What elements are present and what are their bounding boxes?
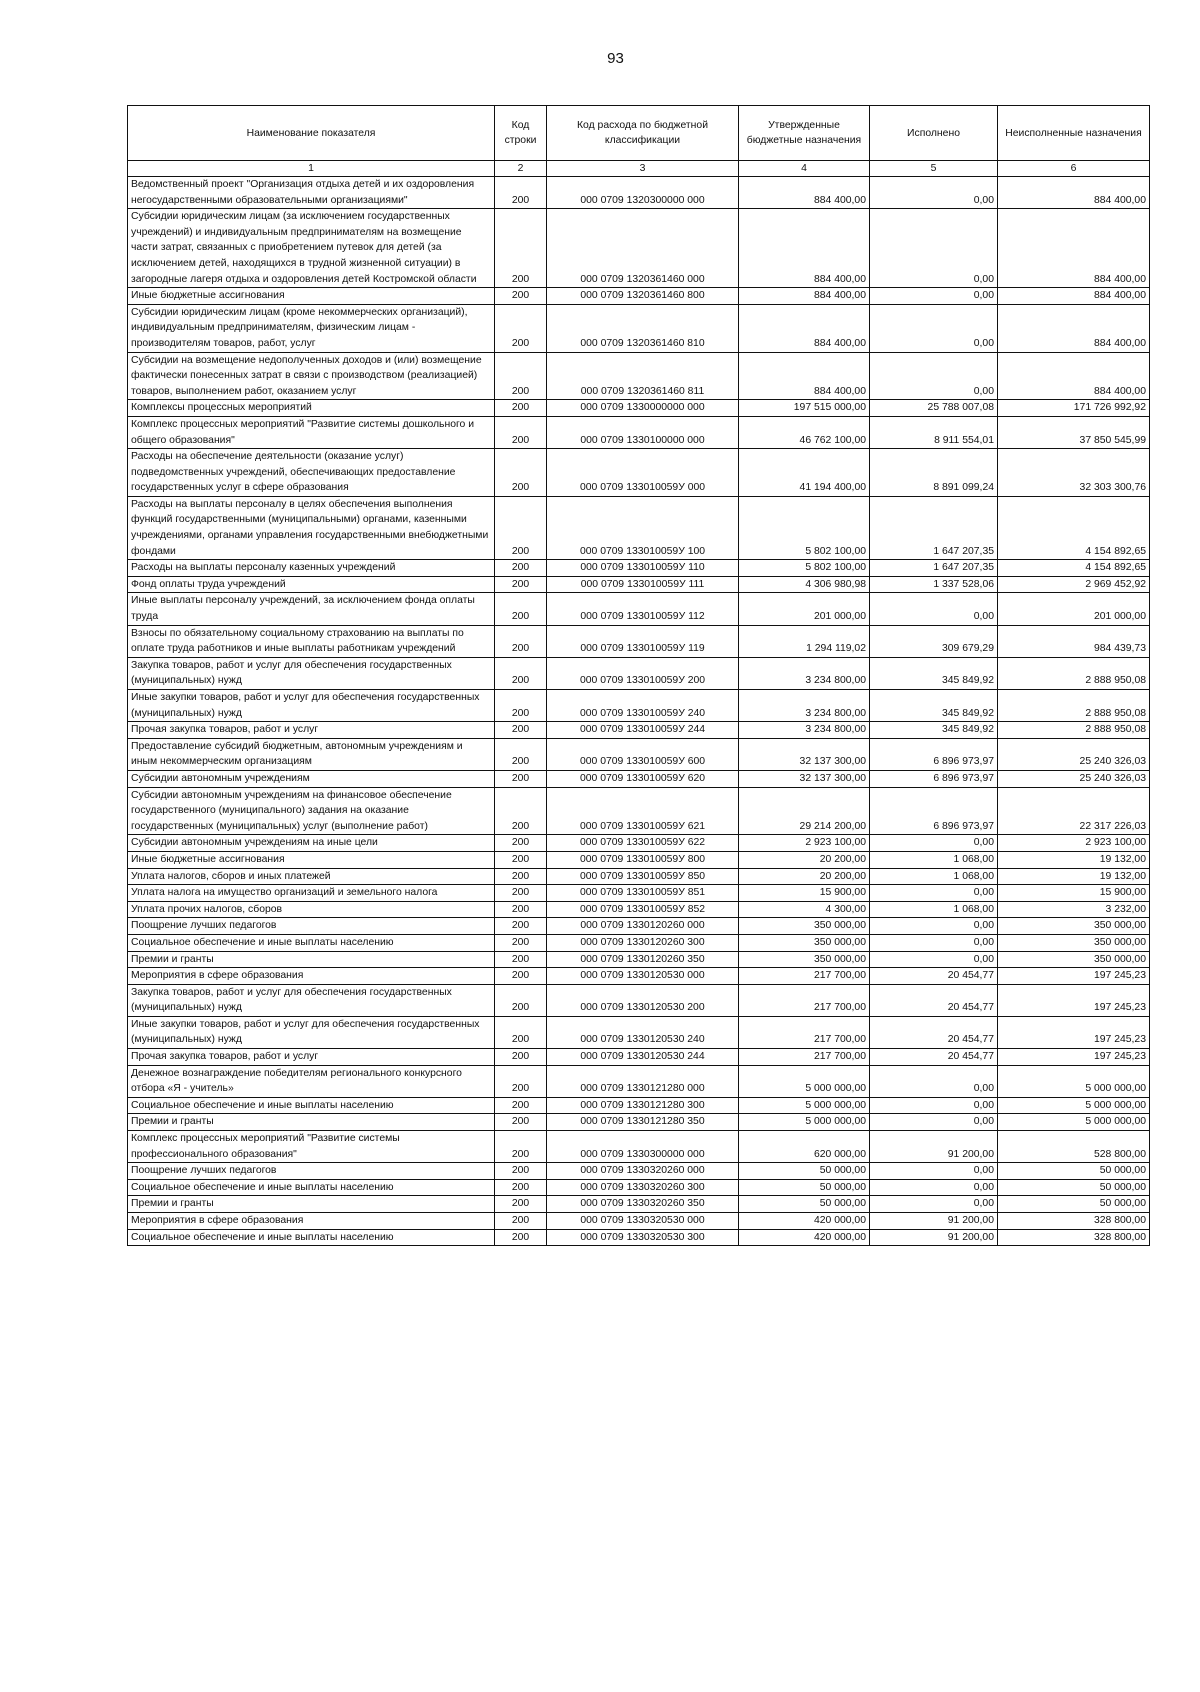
line-code: 200: [495, 352, 547, 400]
executed-amount: 0,00: [870, 1114, 998, 1131]
executed-amount: 20 454,77: [870, 1049, 998, 1066]
table-row: [128, 560, 1150, 577]
column-number: 2: [495, 161, 547, 177]
budget-code: 000 0709 1330120260 300: [547, 934, 739, 951]
executed-amount: 25 788 007,08: [870, 400, 998, 417]
unexecuted-amount: 5 000 000,00: [998, 1114, 1150, 1131]
executed-amount: 0,00: [870, 951, 998, 968]
budget-code: 000 0709 1320361460 810: [547, 304, 739, 352]
table-row: [128, 738, 1150, 770]
unexecuted-amount: 528 800,00: [998, 1131, 1150, 1163]
approved-amount: 3 234 800,00: [739, 657, 870, 689]
line-code: 200: [495, 593, 547, 625]
indicator-name: Уплата налога на имущество организаций и земельного налога: [128, 885, 495, 902]
indicator-name: Премии и гранты: [128, 1114, 495, 1131]
budget-code: 000 0709 1330121280 350: [547, 1114, 739, 1131]
line-code: 200: [495, 576, 547, 593]
budget-code: 000 0709 133010059У 200: [547, 657, 739, 689]
approved-amount: 5 000 000,00: [739, 1114, 870, 1131]
expenditure-table: [127, 105, 1150, 1246]
table-row: [128, 657, 1150, 689]
approved-amount: 50 000,00: [739, 1179, 870, 1196]
line-code: 200: [495, 288, 547, 305]
table-row: [128, 1196, 1150, 1213]
unexecuted-amount: 2 888 950,08: [998, 690, 1150, 722]
approved-amount: 32 137 300,00: [739, 738, 870, 770]
line-code: 200: [495, 885, 547, 902]
table-row: [128, 835, 1150, 852]
line-code: 200: [495, 918, 547, 935]
budget-code: 000 0709 133010059У 621: [547, 787, 739, 835]
line-code: 200: [495, 770, 547, 787]
unexecuted-amount: 171 726 992,92: [998, 400, 1150, 417]
executed-amount: 0,00: [870, 1097, 998, 1114]
column-number-row: [128, 161, 1150, 177]
line-code: 200: [495, 984, 547, 1016]
approved-amount: 2 923 100,00: [739, 835, 870, 852]
approved-amount: 884 400,00: [739, 209, 870, 288]
line-code: 200: [495, 1097, 547, 1114]
header-name: Наименование показателя: [128, 106, 495, 161]
approved-amount: 5 000 000,00: [739, 1097, 870, 1114]
executed-amount: 1 337 528,06: [870, 576, 998, 593]
budget-code: 000 0709 1330320260 300: [547, 1179, 739, 1196]
line-code: 200: [495, 177, 547, 209]
table-row: [128, 593, 1150, 625]
unexecuted-amount: 328 800,00: [998, 1229, 1150, 1246]
executed-amount: 0,00: [870, 934, 998, 951]
table-row: [128, 901, 1150, 918]
table-row: [128, 851, 1150, 868]
budget-code: 000 0709 1330320260 000: [547, 1163, 739, 1180]
approved-amount: 20 200,00: [739, 851, 870, 868]
indicator-name: Субсидии юридическим лицам (за исключением государственных учреждений) и индивидуальным предпринимателям на возмещение части затрат, связанных с приобретением путевок для детей (за исключением детей, находящихся в трудной жизненной ситуации) в загородные лагеря отдыха и оздоровления детей Костромской области: [128, 209, 495, 288]
budget-code: 000 0709 133010059У 851: [547, 885, 739, 902]
unexecuted-amount: 5 000 000,00: [998, 1097, 1150, 1114]
indicator-name: Прочая закупка товаров, работ и услуг: [128, 1049, 495, 1066]
approved-amount: 420 000,00: [739, 1229, 870, 1246]
indicator-name: Иные закупки товаров, работ и услуг для обеспечения государственных (муниципальных) нужд: [128, 1016, 495, 1048]
approved-amount: 29 214 200,00: [739, 787, 870, 835]
unexecuted-amount: 5 000 000,00: [998, 1065, 1150, 1097]
approved-amount: 620 000,00: [739, 1131, 870, 1163]
line-code: 200: [495, 1049, 547, 1066]
budget-code: 000 0709 1330120260 350: [547, 951, 739, 968]
budget-code: 000 0709 1330120530 244: [547, 1049, 739, 1066]
approved-amount: 50 000,00: [739, 1196, 870, 1213]
header-unexecuted: Неисполненные назначения: [998, 106, 1150, 161]
budget-code: 000 0709 133010059У 852: [547, 901, 739, 918]
budget-code: 000 0709 1330121280 300: [547, 1097, 739, 1114]
unexecuted-amount: 201 000,00: [998, 593, 1150, 625]
unexecuted-amount: 350 000,00: [998, 918, 1150, 935]
executed-amount: 0,00: [870, 1196, 998, 1213]
budget-code: 000 0709 1320361460 000: [547, 209, 739, 288]
line-code: 200: [495, 400, 547, 417]
unexecuted-amount: 50 000,00: [998, 1196, 1150, 1213]
unexecuted-amount: 197 245,23: [998, 1049, 1150, 1066]
budget-code: 000 0709 133010059У 244: [547, 722, 739, 739]
indicator-name: Прочая закупка товаров, работ и услуг: [128, 722, 495, 739]
unexecuted-amount: 25 240 326,03: [998, 770, 1150, 787]
executed-amount: 0,00: [870, 1179, 998, 1196]
budget-code: 000 0709 1330120530 200: [547, 984, 739, 1016]
budget-code: 000 0709 133010059У 622: [547, 835, 739, 852]
table-row: [128, 934, 1150, 951]
indicator-name: Иные закупки товаров, работ и услуг для обеспечения государственных (муниципальных) нужд: [128, 690, 495, 722]
table-row: [128, 400, 1150, 417]
indicator-name: Поощрение лучших педагогов: [128, 1163, 495, 1180]
unexecuted-amount: 884 400,00: [998, 352, 1150, 400]
line-code: 200: [495, 851, 547, 868]
budget-code: 000 0709 1330320530 000: [547, 1213, 739, 1230]
table-row: [128, 885, 1150, 902]
unexecuted-amount: 50 000,00: [998, 1179, 1150, 1196]
executed-amount: 309 679,29: [870, 625, 998, 657]
budget-code: 000 0709 133010059У 620: [547, 770, 739, 787]
table-row: [128, 1097, 1150, 1114]
header-line-code: Код строки: [495, 106, 547, 161]
header-executed: Исполнено: [870, 106, 998, 161]
budget-code: 000 0709 133010059У 112: [547, 593, 739, 625]
table-row: [128, 304, 1150, 352]
line-code: 200: [495, 1065, 547, 1097]
unexecuted-amount: 197 245,23: [998, 968, 1150, 985]
unexecuted-amount: 2 888 950,08: [998, 722, 1150, 739]
table-row: [128, 576, 1150, 593]
budget-code: 000 0709 1330320530 300: [547, 1229, 739, 1246]
indicator-name: Уплата налогов, сборов и иных платежей: [128, 868, 495, 885]
line-code: 200: [495, 901, 547, 918]
approved-amount: 217 700,00: [739, 1049, 870, 1066]
table-row: [128, 918, 1150, 935]
indicator-name: Иные бюджетные ассигнования: [128, 288, 495, 305]
approved-amount: 420 000,00: [739, 1213, 870, 1230]
budget-code: 000 0709 133010059У 100: [547, 496, 739, 559]
table-row: [128, 951, 1150, 968]
line-code: 200: [495, 1179, 547, 1196]
table-row: [128, 1049, 1150, 1066]
line-code: 200: [495, 722, 547, 739]
executed-amount: 0,00: [870, 885, 998, 902]
budget-code: 000 0709 133010059У 600: [547, 738, 739, 770]
indicator-name: Комплекс процессных мероприятий "Развитие системы профессионального образования": [128, 1131, 495, 1163]
line-code: 200: [495, 209, 547, 288]
approved-amount: 884 400,00: [739, 288, 870, 305]
budget-code: 000 0709 1330300000 000: [547, 1131, 739, 1163]
unexecuted-amount: 4 154 892,65: [998, 496, 1150, 559]
indicator-name: Ведомственный проект "Организация отдыха детей и их оздоровления негосударственными образовательными организациями": [128, 177, 495, 209]
indicator-name: Субсидии автономным учреждениям на иные цели: [128, 835, 495, 852]
approved-amount: 5 802 100,00: [739, 496, 870, 559]
budget-code: 000 0709 133010059У 850: [547, 868, 739, 885]
approved-amount: 20 200,00: [739, 868, 870, 885]
unexecuted-amount: 884 400,00: [998, 304, 1150, 352]
table-row: [128, 1229, 1150, 1246]
unexecuted-amount: 25 240 326,03: [998, 738, 1150, 770]
executed-amount: 0,00: [870, 835, 998, 852]
executed-amount: 91 200,00: [870, 1131, 998, 1163]
indicator-name: Закупка товаров, работ и услуг для обеспечения государственных (муниципальных) нужд: [128, 657, 495, 689]
budget-code: 000 0709 1330121280 000: [547, 1065, 739, 1097]
unexecuted-amount: 884 400,00: [998, 288, 1150, 305]
indicator-name: Расходы на выплаты персоналу в целях обеспечения выполнения функций государственными (муниципальными) органами, казенными учреждениями, органами управления государственными внебюджетными фондами: [128, 496, 495, 559]
approved-amount: 884 400,00: [739, 352, 870, 400]
approved-amount: 5 802 100,00: [739, 560, 870, 577]
budget-code: 000 0709 1330120530 240: [547, 1016, 739, 1048]
indicator-name: Премии и гранты: [128, 1196, 495, 1213]
budget-code: 000 0709 133010059У 800: [547, 851, 739, 868]
approved-amount: 50 000,00: [739, 1163, 870, 1180]
unexecuted-amount: 984 439,73: [998, 625, 1150, 657]
table-row: [128, 1016, 1150, 1048]
column-number: 4: [739, 161, 870, 177]
table-row: [128, 868, 1150, 885]
budget-code: 000 0709 133010059У 000: [547, 449, 739, 497]
column-number: 3: [547, 161, 739, 177]
unexecuted-amount: 22 317 226,03: [998, 787, 1150, 835]
line-code: 200: [495, 625, 547, 657]
executed-amount: 20 454,77: [870, 968, 998, 985]
table-row: [128, 690, 1150, 722]
unexecuted-amount: 19 132,00: [998, 851, 1150, 868]
indicator-name: Социальное обеспечение и иные выплаты населению: [128, 934, 495, 951]
column-number: 6: [998, 161, 1150, 177]
line-code: 200: [495, 968, 547, 985]
line-code: 200: [495, 1213, 547, 1230]
executed-amount: 6 896 973,97: [870, 787, 998, 835]
executed-amount: 0,00: [870, 209, 998, 288]
budget-code: 000 0709 1320361460 811: [547, 352, 739, 400]
indicator-name: Расходы на выплаты персоналу казенных учреждений: [128, 560, 495, 577]
approved-amount: 884 400,00: [739, 304, 870, 352]
indicator-name: Иные бюджетные ассигнования: [128, 851, 495, 868]
table-row: [128, 722, 1150, 739]
line-code: 200: [495, 1131, 547, 1163]
budget-code: 000 0709 1330100000 000: [547, 416, 739, 448]
approved-amount: 3 234 800,00: [739, 722, 870, 739]
budget-code: 000 0709 1330320260 350: [547, 1196, 739, 1213]
indicator-name: Социальное обеспечение и иные выплаты населению: [128, 1179, 495, 1196]
table-row: [128, 770, 1150, 787]
executed-amount: 0,00: [870, 288, 998, 305]
table-row: [128, 288, 1150, 305]
budget-code: 000 0709 1320300000 000: [547, 177, 739, 209]
indicator-name: Мероприятия в сфере образования: [128, 968, 495, 985]
table-row: [128, 1065, 1150, 1097]
indicator-name: Поощрение лучших педагогов: [128, 918, 495, 935]
table-row: [128, 968, 1150, 985]
table-row: [128, 625, 1150, 657]
indicator-name: Иные выплаты персоналу учреждений, за исключением фонда оплаты труда: [128, 593, 495, 625]
page-number: 93: [607, 50, 624, 67]
executed-amount: 8 891 099,24: [870, 449, 998, 497]
line-code: 200: [495, 449, 547, 497]
line-code: 200: [495, 416, 547, 448]
budget-code: 000 0709 1330000000 000: [547, 400, 739, 417]
budget-code: 000 0709 133010059У 110: [547, 560, 739, 577]
unexecuted-amount: 350 000,00: [998, 934, 1150, 951]
unexecuted-amount: 884 400,00: [998, 177, 1150, 209]
executed-amount: 20 454,77: [870, 1016, 998, 1048]
indicator-name: Субсидии на возмещение недополученных доходов и (или) возмещение фактически понесенных затрат в связи с производством (реализацией) товаров, выполнением работ, оказанием услуг: [128, 352, 495, 400]
line-code: 200: [495, 787, 547, 835]
indicator-name: Закупка товаров, работ и услуг для обеспечения государственных (муниципальных) нужд: [128, 984, 495, 1016]
indicator-name: Премии и гранты: [128, 951, 495, 968]
unexecuted-amount: 2 888 950,08: [998, 657, 1150, 689]
indicator-name: Комплексы процессных мероприятий: [128, 400, 495, 417]
indicator-name: Мероприятия в сфере образования: [128, 1213, 495, 1230]
executed-amount: 0,00: [870, 918, 998, 935]
indicator-name: Субсидии автономным учреждениям на финансовое обеспечение государственного (муниципального) задания на оказание государственных (муниципальных) услуг (выполнение работ): [128, 787, 495, 835]
line-code: 200: [495, 560, 547, 577]
column-number: 1: [128, 161, 495, 177]
unexecuted-amount: 197 245,23: [998, 984, 1150, 1016]
column-number: 5: [870, 161, 998, 177]
unexecuted-amount: 3 232,00: [998, 901, 1150, 918]
unexecuted-amount: 4 154 892,65: [998, 560, 1150, 577]
unexecuted-amount: 37 850 545,99: [998, 416, 1150, 448]
indicator-name: Социальное обеспечение и иные выплаты населению: [128, 1097, 495, 1114]
line-code: 200: [495, 1016, 547, 1048]
table-row: [128, 984, 1150, 1016]
table-row: [128, 1213, 1150, 1230]
approved-amount: 4 300,00: [739, 901, 870, 918]
line-code: 200: [495, 657, 547, 689]
executed-amount: 6 896 973,97: [870, 770, 998, 787]
unexecuted-amount: 19 132,00: [998, 868, 1150, 885]
table-row: [128, 1131, 1150, 1163]
executed-amount: 345 849,92: [870, 690, 998, 722]
indicator-name: Уплата прочих налогов, сборов: [128, 901, 495, 918]
unexecuted-amount: 884 400,00: [998, 209, 1150, 288]
executed-amount: 1 647 207,35: [870, 560, 998, 577]
line-code: 200: [495, 690, 547, 722]
approved-amount: 350 000,00: [739, 951, 870, 968]
executed-amount: 345 849,92: [870, 657, 998, 689]
executed-amount: 0,00: [870, 304, 998, 352]
unexecuted-amount: 328 800,00: [998, 1213, 1150, 1230]
line-code: 200: [495, 1196, 547, 1213]
unexecuted-amount: 197 245,23: [998, 1016, 1150, 1048]
table-row: [128, 1179, 1150, 1196]
indicator-name: Предоставление субсидий бюджетным, автономным учреждениям и иным некоммерческим организациям: [128, 738, 495, 770]
approved-amount: 1 294 119,02: [739, 625, 870, 657]
header-approved: Утвержденные бюджетные назначения: [739, 106, 870, 161]
approved-amount: 217 700,00: [739, 1016, 870, 1048]
approved-amount: 41 194 400,00: [739, 449, 870, 497]
indicator-name: Денежное вознаграждение победителям регионального конкурсного отбора «Я - учитель»: [128, 1065, 495, 1097]
approved-amount: 32 137 300,00: [739, 770, 870, 787]
budget-code: 000 0709 133010059У 111: [547, 576, 739, 593]
executed-amount: 91 200,00: [870, 1213, 998, 1230]
table-row: [128, 1114, 1150, 1131]
indicator-name: Фонд оплаты труда учреждений: [128, 576, 495, 593]
unexecuted-amount: 50 000,00: [998, 1163, 1150, 1180]
executed-amount: 8 911 554,01: [870, 416, 998, 448]
table-row: [128, 449, 1150, 497]
approved-amount: 217 700,00: [739, 968, 870, 985]
table-body: [128, 177, 1150, 1246]
budget-code: 000 0709 133010059У 119: [547, 625, 739, 657]
approved-amount: 46 762 100,00: [739, 416, 870, 448]
line-code: 200: [495, 951, 547, 968]
approved-amount: 884 400,00: [739, 177, 870, 209]
executed-amount: 91 200,00: [870, 1229, 998, 1246]
table-row: [128, 352, 1150, 400]
table-row: [128, 1163, 1150, 1180]
budget-code: 000 0709 1330120530 000: [547, 968, 739, 985]
header-budget-code: Код расхода по бюджетной классификации: [547, 106, 739, 161]
indicator-name: Комплекс процессных мероприятий "Развитие системы дошкольного и общего образования": [128, 416, 495, 448]
executed-amount: 0,00: [870, 352, 998, 400]
line-code: 200: [495, 1163, 547, 1180]
table-row: [128, 787, 1150, 835]
executed-amount: 20 454,77: [870, 984, 998, 1016]
line-code: 200: [495, 835, 547, 852]
approved-amount: 4 306 980,98: [739, 576, 870, 593]
unexecuted-amount: 2 969 452,92: [998, 576, 1150, 593]
indicator-name: Расходы на обеспечение деятельности (оказание услуг) подведомственных учреждений, обеспечивающих предоставление государственных услуг в сфере образования: [128, 449, 495, 497]
approved-amount: 3 234 800,00: [739, 690, 870, 722]
unexecuted-amount: 32 303 300,76: [998, 449, 1150, 497]
line-code: 200: [495, 1229, 547, 1246]
indicator-name: Субсидии автономным учреждениям: [128, 770, 495, 787]
executed-amount: 1 647 207,35: [870, 496, 998, 559]
approved-amount: 350 000,00: [739, 934, 870, 951]
line-code: 200: [495, 304, 547, 352]
executed-amount: 1 068,00: [870, 868, 998, 885]
executed-amount: 1 068,00: [870, 901, 998, 918]
unexecuted-amount: 350 000,00: [998, 951, 1150, 968]
executed-amount: 1 068,00: [870, 851, 998, 868]
budget-code: 000 0709 1320361460 800: [547, 288, 739, 305]
line-code: 200: [495, 1114, 547, 1131]
indicator-name: Взносы по обязательному социальному страхованию на выплаты по оплате труда работников и иные выплаты работникам учреждений: [128, 625, 495, 657]
executed-amount: 6 896 973,97: [870, 738, 998, 770]
approved-amount: 201 000,00: [739, 593, 870, 625]
indicator-name: Субсидии юридическим лицам (кроме некоммерческих организаций), индивидуальным предпринимателям, физическим лицам - производителям товаров, работ, услуг: [128, 304, 495, 352]
table-row: [128, 496, 1150, 559]
header-row: [128, 106, 1150, 161]
indicator-name: Социальное обеспечение и иные выплаты населению: [128, 1229, 495, 1246]
table-row: [128, 209, 1150, 288]
approved-amount: 5 000 000,00: [739, 1065, 870, 1097]
approved-amount: 350 000,00: [739, 918, 870, 935]
line-code: 200: [495, 738, 547, 770]
executed-amount: 0,00: [870, 593, 998, 625]
approved-amount: 197 515 000,00: [739, 400, 870, 417]
approved-amount: 15 900,00: [739, 885, 870, 902]
table-row: [128, 177, 1150, 209]
line-code: 200: [495, 934, 547, 951]
executed-amount: 0,00: [870, 1065, 998, 1097]
line-code: 200: [495, 868, 547, 885]
approved-amount: 217 700,00: [739, 984, 870, 1016]
unexecuted-amount: 15 900,00: [998, 885, 1150, 902]
budget-code: 000 0709 133010059У 240: [547, 690, 739, 722]
executed-amount: 0,00: [870, 1163, 998, 1180]
budget-code: 000 0709 1330120260 000: [547, 918, 739, 935]
executed-amount: 0,00: [870, 177, 998, 209]
unexecuted-amount: 2 923 100,00: [998, 835, 1150, 852]
executed-amount: 345 849,92: [870, 722, 998, 739]
table-row: [128, 416, 1150, 448]
line-code: 200: [495, 496, 547, 559]
